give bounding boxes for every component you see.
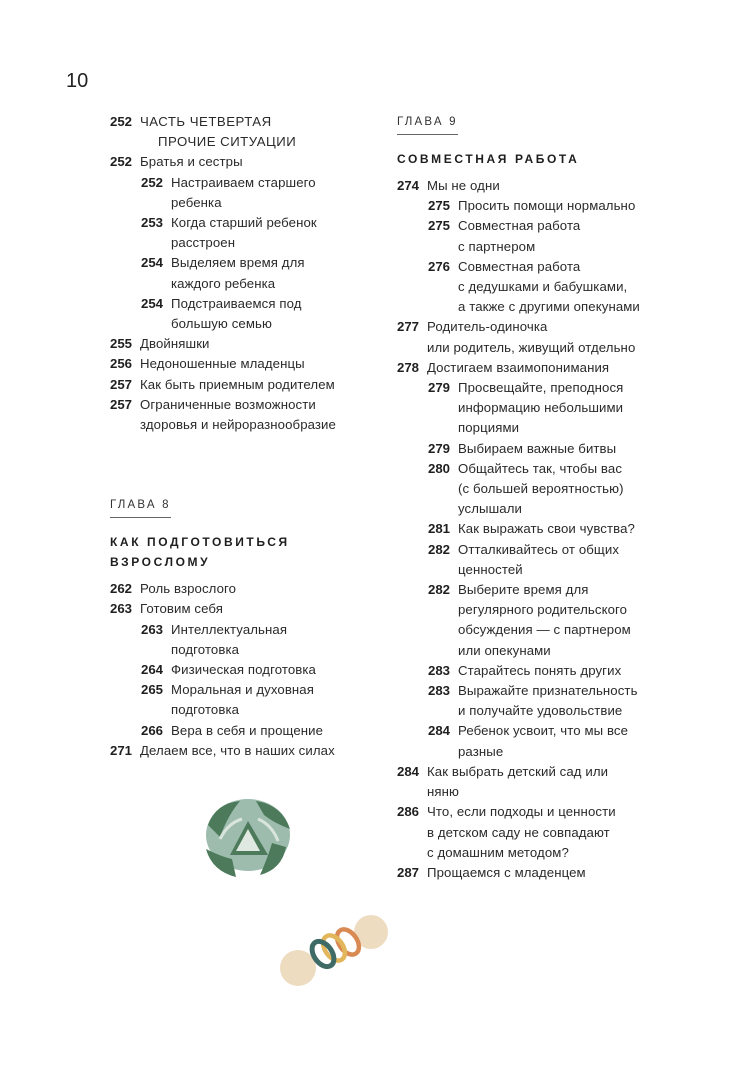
toc-page-number: 278: [397, 359, 420, 375]
toc-subentry[interactable]: [397, 540, 687, 580]
toc-entry[interactable]: [110, 354, 380, 374]
toc-subentry[interactable]: [397, 378, 687, 439]
toc-subentry[interactable]: [397, 257, 687, 318]
toc-page-number: 256: [110, 356, 133, 372]
toc-entry-title: Родитель-одиночка или родитель, живущий отдельно: [427, 319, 636, 355]
toc-entry-title: Выбираем важные битвы: [458, 440, 617, 456]
toc-entry-title: Настраиваем старшего ребенка: [171, 174, 316, 210]
toc-page-number: 287: [397, 864, 420, 880]
toc-page-number: 263: [110, 601, 133, 617]
toc-entry-title: Вера в себя и прощение: [171, 722, 324, 738]
toc-subentry[interactable]: [110, 213, 380, 253]
toc-page-number: 266: [141, 722, 164, 738]
toc-entry[interactable]: [110, 395, 380, 435]
toc-page-number: 283: [428, 662, 451, 678]
toc-entry[interactable]: [110, 375, 380, 395]
toc-page-number: 279: [428, 380, 451, 396]
toc-page-number: 257: [110, 396, 133, 412]
toc-subentry[interactable]: [397, 216, 687, 256]
toc-page-number: 252: [141, 174, 164, 190]
toc-entry-title: Ребенок усвоит, что мы все разные: [458, 723, 629, 759]
toc-entries-part4: [110, 152, 380, 435]
toc-subentry[interactable]: [397, 459, 687, 520]
toc-page-number: 254: [141, 295, 164, 311]
toc-subentry[interactable]: [110, 253, 380, 293]
toc-entry[interactable]: [110, 599, 380, 619]
toc-page-number: 276: [428, 258, 451, 274]
toc-entry-title: Братья и сестры: [140, 154, 243, 170]
toc-page-number: 284: [397, 763, 420, 779]
toc-page-number: 281: [428, 521, 451, 537]
toc-page-number: 254: [141, 255, 164, 271]
toc-right-column: [397, 112, 687, 883]
toc-page-number: 255: [110, 336, 133, 352]
toc-part-entry[interactable]: [110, 112, 380, 152]
toc-entry[interactable]: [110, 741, 380, 761]
toc-entry-title: Совместная работа с дедушками и бабушками, а также с другими опекунами: [458, 258, 640, 315]
toc-entry-title: Как выбрать детский сад или няню: [427, 763, 609, 800]
toc-entry-title: Готовим себя: [140, 601, 224, 617]
toc-page-number: 283: [428, 683, 451, 699]
toc-entry-title: Как быть приемным родителем: [140, 376, 335, 392]
toc-subentry[interactable]: [397, 519, 687, 539]
toc-page-number: 275: [428, 198, 451, 214]
chapter-8-label: ГЛАВА 8: [110, 499, 171, 518]
toc-subentry[interactable]: [397, 439, 687, 459]
toc-entry-title: Недоношенные младенцы: [140, 356, 305, 372]
toc-entry-title: Просить помощи нормально: [458, 198, 636, 214]
puzzle-ball-icon: [198, 795, 298, 885]
chapter-8-title: КАК ПОДГОТОВИТЬСЯ ВЗРОСЛОМУ: [110, 535, 290, 570]
toc-entry[interactable]: [110, 334, 380, 354]
toc-subentry[interactable]: [110, 294, 380, 334]
toc-page-number: 253: [141, 215, 164, 231]
toc-entry[interactable]: [397, 176, 687, 196]
toc-entry[interactable]: [397, 317, 687, 357]
toc-entry-title: Просвещайте, преподнося информацию небольшими порциями: [458, 380, 624, 436]
toc-entry-title: Прощаемся с младенцем: [427, 864, 586, 880]
toc-entry-title: Когда старший ребенок расстроен: [171, 215, 317, 251]
toc-entry-title: Выражайте признательность и получайте удовольствие: [458, 683, 638, 719]
page-number: 10: [66, 70, 89, 92]
toc-entries-chapter-9: [397, 176, 687, 883]
toc-subentry[interactable]: [110, 173, 380, 213]
toc-page-number: 265: [141, 682, 164, 698]
toc-subentry[interactable]: [397, 681, 687, 721]
toc-page-number: 280: [428, 460, 451, 476]
toc-entry[interactable]: [110, 152, 380, 172]
toc-entry-title: Как выражать свои чувства?: [458, 521, 635, 537]
toc-page-number: 277: [397, 319, 420, 335]
toc-entry[interactable]: [397, 762, 687, 802]
toc-subentry[interactable]: [397, 721, 687, 761]
toc-entry-title: Выберите время для регулярного родительского обсуждения — с партнером или опекунами: [458, 582, 631, 658]
toc-page-number: 263: [141, 621, 164, 637]
toc-subentry[interactable]: [110, 721, 380, 741]
toc-entry[interactable]: [110, 579, 380, 599]
toc-page-number: 282: [428, 582, 451, 598]
toc-entry[interactable]: [397, 358, 687, 378]
toc-entry-title: Совместная работа с партнером: [458, 218, 581, 254]
chapter-9-label: ГЛАВА 9: [397, 116, 458, 135]
toc-page-number: 284: [428, 723, 451, 739]
toc-entry-title: Отталкивайтесь от общих ценностей: [458, 541, 620, 577]
toc-entry-title: Двойняшки: [140, 336, 210, 352]
toc-subentry[interactable]: [397, 580, 687, 661]
toc-subentry[interactable]: [397, 661, 687, 681]
toc-page-number: 274: [397, 178, 420, 193]
chapter-9-title: СОВМЕСТНАЯ РАБОТА: [397, 152, 580, 166]
toc-page-number: 252: [110, 114, 133, 129]
toc-subentry[interactable]: [110, 660, 380, 680]
toc-subentry[interactable]: [397, 196, 687, 216]
toc-left-column: [110, 112, 380, 761]
toc-page-number: 286: [397, 804, 420, 820]
toc-page-number: 275: [428, 218, 451, 234]
toc-entry-title: Мы не одни: [427, 178, 500, 193]
toc-entry[interactable]: [397, 863, 687, 883]
toc-subentry[interactable]: [110, 620, 380, 660]
toc-entry-title: Старайтесь понять других: [458, 662, 622, 678]
toc-entry-title: Физическая подготовка: [171, 662, 316, 678]
toc-subentry[interactable]: [110, 680, 380, 720]
ring-rattle-icon: [278, 912, 390, 990]
toc-entries-chapter-8: [110, 579, 380, 761]
toc-entry-title: Общайтесь так, чтобы вас (с большей вероятностью) услышали: [458, 460, 624, 517]
toc-part-title: ЧАСТЬ ЧЕТВЕРТАЯ ПРОЧИЕ СИТУАЦИИ: [140, 114, 297, 150]
toc-entry-title: Моральная и духовная подготовка: [171, 682, 314, 718]
toc-page-number: 257: [110, 376, 133, 392]
toc-entry-title: Интеллектуальная подготовка: [171, 621, 288, 657]
toc-entry-title: Делаем все, что в наших силах: [140, 742, 335, 758]
toc-entry-title: Достигаем взаимопонимания: [427, 359, 610, 375]
toc-page-number: 271: [110, 742, 133, 758]
toc-entry-title: Что, если подходы и ценности в детском саду не совпадают с домашним методом?: [427, 804, 616, 860]
toc-entry[interactable]: [397, 802, 687, 863]
toc-page-number: 262: [110, 581, 133, 597]
toc-entry-title: Выделяем время для каждого ребенка: [171, 255, 305, 291]
toc-page-number: 282: [428, 541, 451, 557]
toc-entry-title: Роль взрослого: [140, 581, 237, 597]
toc-page-number: 252: [110, 154, 133, 170]
toc-page-number: 264: [141, 662, 164, 678]
toc-entry-title: Подстраиваемся под большую семью: [171, 295, 302, 332]
toc-entry-title: Ограниченные возможности здоровья и нейроразнообразие: [140, 396, 336, 433]
toc-page-number: 279: [428, 440, 451, 456]
